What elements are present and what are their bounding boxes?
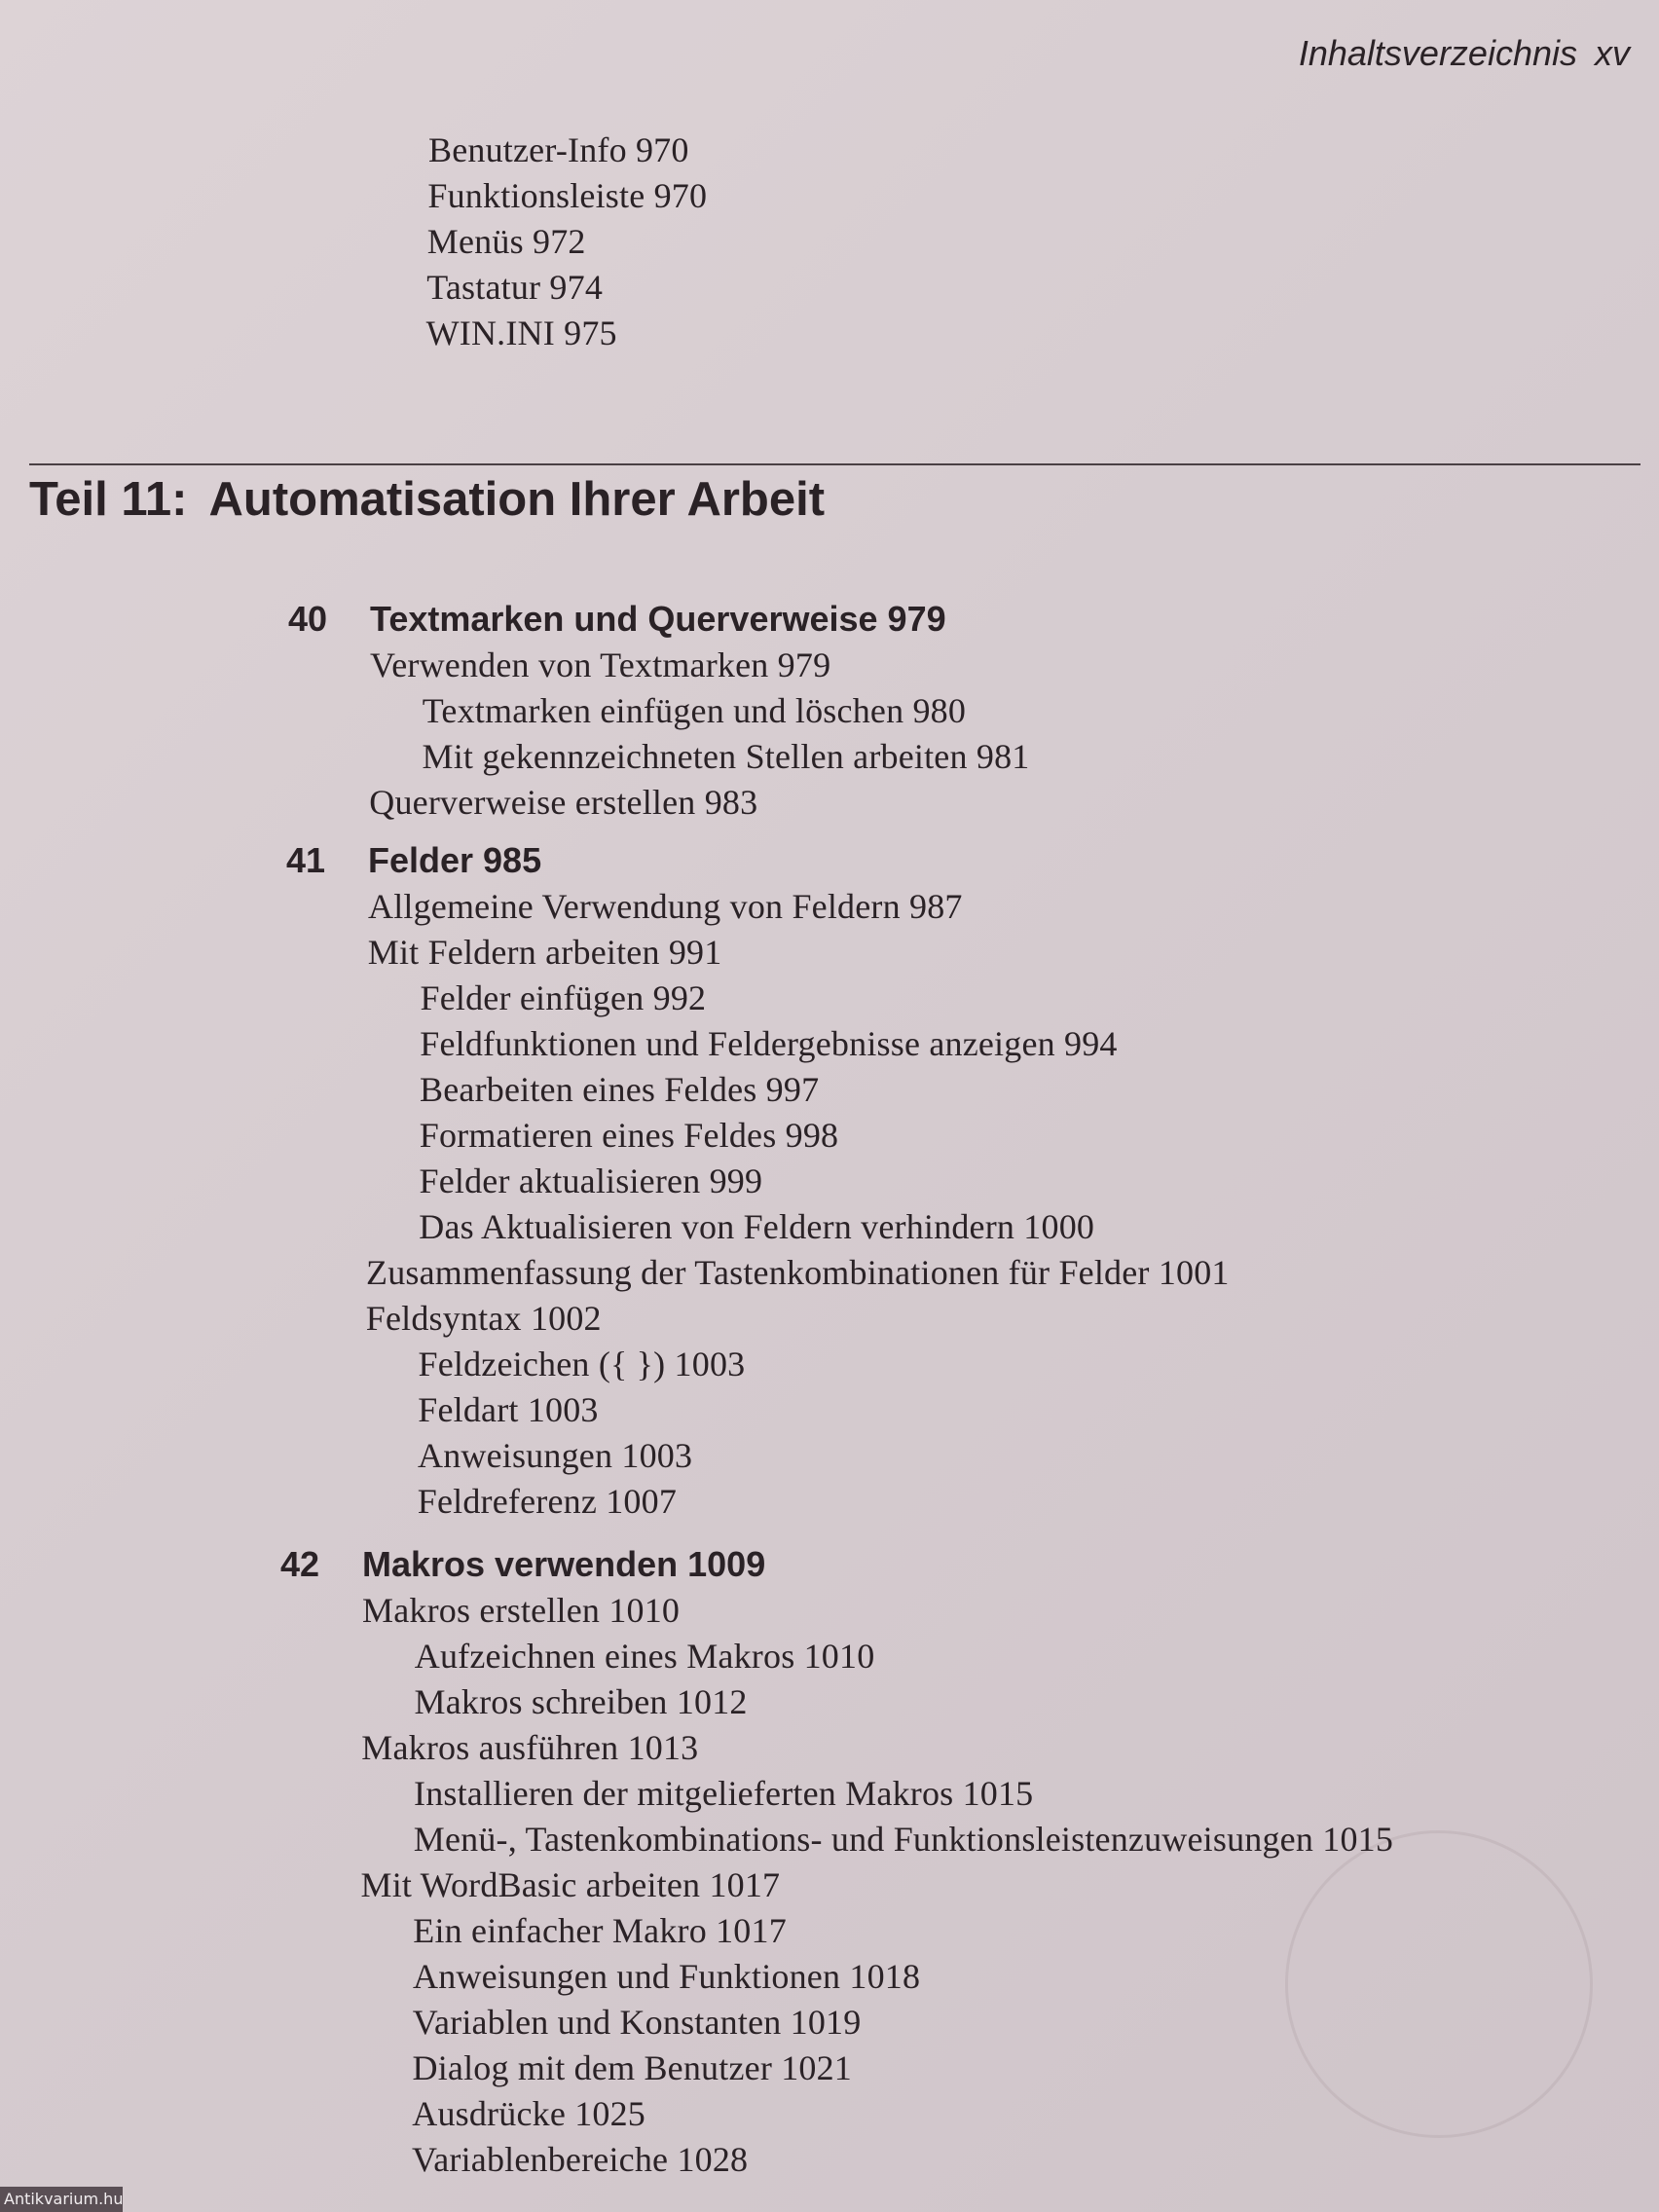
running-head-title: Inhaltsverzeichnis bbox=[1298, 33, 1577, 73]
toc-subsection-entry: Feldzeichen ({ }) 1003 bbox=[418, 1345, 746, 1383]
toc-subsection-entry: Dialog mit dem Benutzer 1021 bbox=[412, 2048, 853, 2087]
toc-section-entry: Zusammenfassung der Tastenkombinationen für Felder 1001 bbox=[366, 1253, 1230, 1292]
toc-subsection-entry: Mit gekennzeichneten Stellen arbeiten 981 bbox=[422, 737, 1030, 776]
running-head bbox=[1281, 33, 1630, 74]
toc-subsection-entry: Ausdrücke 1025 bbox=[412, 2094, 646, 2133]
toc-section-entry: Makros ausführen 1013 bbox=[361, 1728, 699, 1767]
toc-subsection-entry: Feldart 1003 bbox=[418, 1390, 599, 1429]
chapter-title: Felder 985 bbox=[368, 840, 542, 880]
toc-entry: Menüs 972 bbox=[426, 222, 586, 261]
toc-section-entry: Verwenden von Textmarken 979 bbox=[370, 645, 831, 684]
toc-subsection-entry: Felder aktualisieren 999 bbox=[419, 1161, 763, 1200]
toc-subsection-entry: Anweisungen 1003 bbox=[418, 1436, 693, 1475]
toc-subsection-entry: Textmarken einfügen und löschen 980 bbox=[422, 691, 967, 730]
toc-subsection-entry: Ein einfacher Makro 1017 bbox=[413, 1911, 787, 1950]
chapter-number: 41 bbox=[286, 840, 326, 880]
toc-subsection-entry: Feldfunktionen und Feldergebnisse anzeigen 994 bbox=[420, 1024, 1118, 1063]
toc-subsection-entry: Aufzeichnen eines Makros 1010 bbox=[414, 1637, 875, 1676]
toc-subsection-entry: Formatieren eines Feldes 998 bbox=[419, 1116, 839, 1155]
chapter-title: Textmarken und Querverweise 979 bbox=[370, 599, 946, 639]
toc-subsection-entry: Feldreferenz 1007 bbox=[417, 1482, 678, 1521]
toc-subsection-entry: Installieren der mitgelieferten Makros 1015 bbox=[414, 1774, 1034, 1813]
chapter-number: 42 bbox=[280, 1544, 320, 1584]
source-watermark: Antikvarium.hu bbox=[0, 2187, 123, 2212]
toc-subsection-entry: Bearbeiten eines Feldes 997 bbox=[420, 1070, 820, 1109]
toc-subsection-entry: Variablenbereiche 1028 bbox=[412, 2140, 749, 2179]
toc-subsection-entry: Variablen und Konstanten 1019 bbox=[412, 2003, 862, 2042]
part-heading bbox=[29, 471, 825, 528]
part-divider-rule bbox=[29, 463, 1641, 465]
toc-subsection-entry: Menü-, Tastenkombinations- und Funktionsleistenzuweisungen 1015 bbox=[413, 1820, 1394, 1859]
toc-subsection-entry: Das Aktualisieren von Feldern verhindern 1000 bbox=[419, 1207, 1095, 1246]
chapter-title: Makros verwenden 1009 bbox=[362, 1544, 766, 1584]
toc-entry: WIN.INI 975 bbox=[425, 313, 617, 352]
toc-section-entry: Makros erstellen 1010 bbox=[362, 1591, 681, 1630]
toc-entry: Benutzer-Info 970 bbox=[428, 130, 689, 169]
chapter-number: 40 bbox=[288, 599, 328, 639]
library-stamp bbox=[1285, 1830, 1593, 2138]
toc-section-entry: Mit WordBasic arbeiten 1017 bbox=[360, 1865, 781, 1904]
toc-section-entry: Allgemeine Verwendung von Feldern 987 bbox=[368, 887, 963, 926]
toc-subsection-entry: Anweisungen und Funktionen 1018 bbox=[413, 1957, 921, 1996]
toc-section-entry: Mit Feldern arbeiten 991 bbox=[367, 933, 722, 972]
part-title: Automatisation Ihrer Arbeit bbox=[208, 473, 826, 526]
toc-section-entry: Feldsyntax 1002 bbox=[365, 1299, 602, 1338]
toc-subsection-entry: Felder einfügen 992 bbox=[420, 978, 707, 1017]
part-label: Teil 11: bbox=[29, 473, 188, 526]
toc-subsection-entry: Makros schreiben 1012 bbox=[414, 1682, 748, 1721]
toc-section-entry: Querverweise erstellen 983 bbox=[369, 783, 758, 822]
toc-entry: Funktionsleiste 970 bbox=[427, 176, 708, 215]
running-head-page-number: xv bbox=[1595, 33, 1630, 73]
toc-entry: Tastatur 974 bbox=[426, 268, 604, 307]
